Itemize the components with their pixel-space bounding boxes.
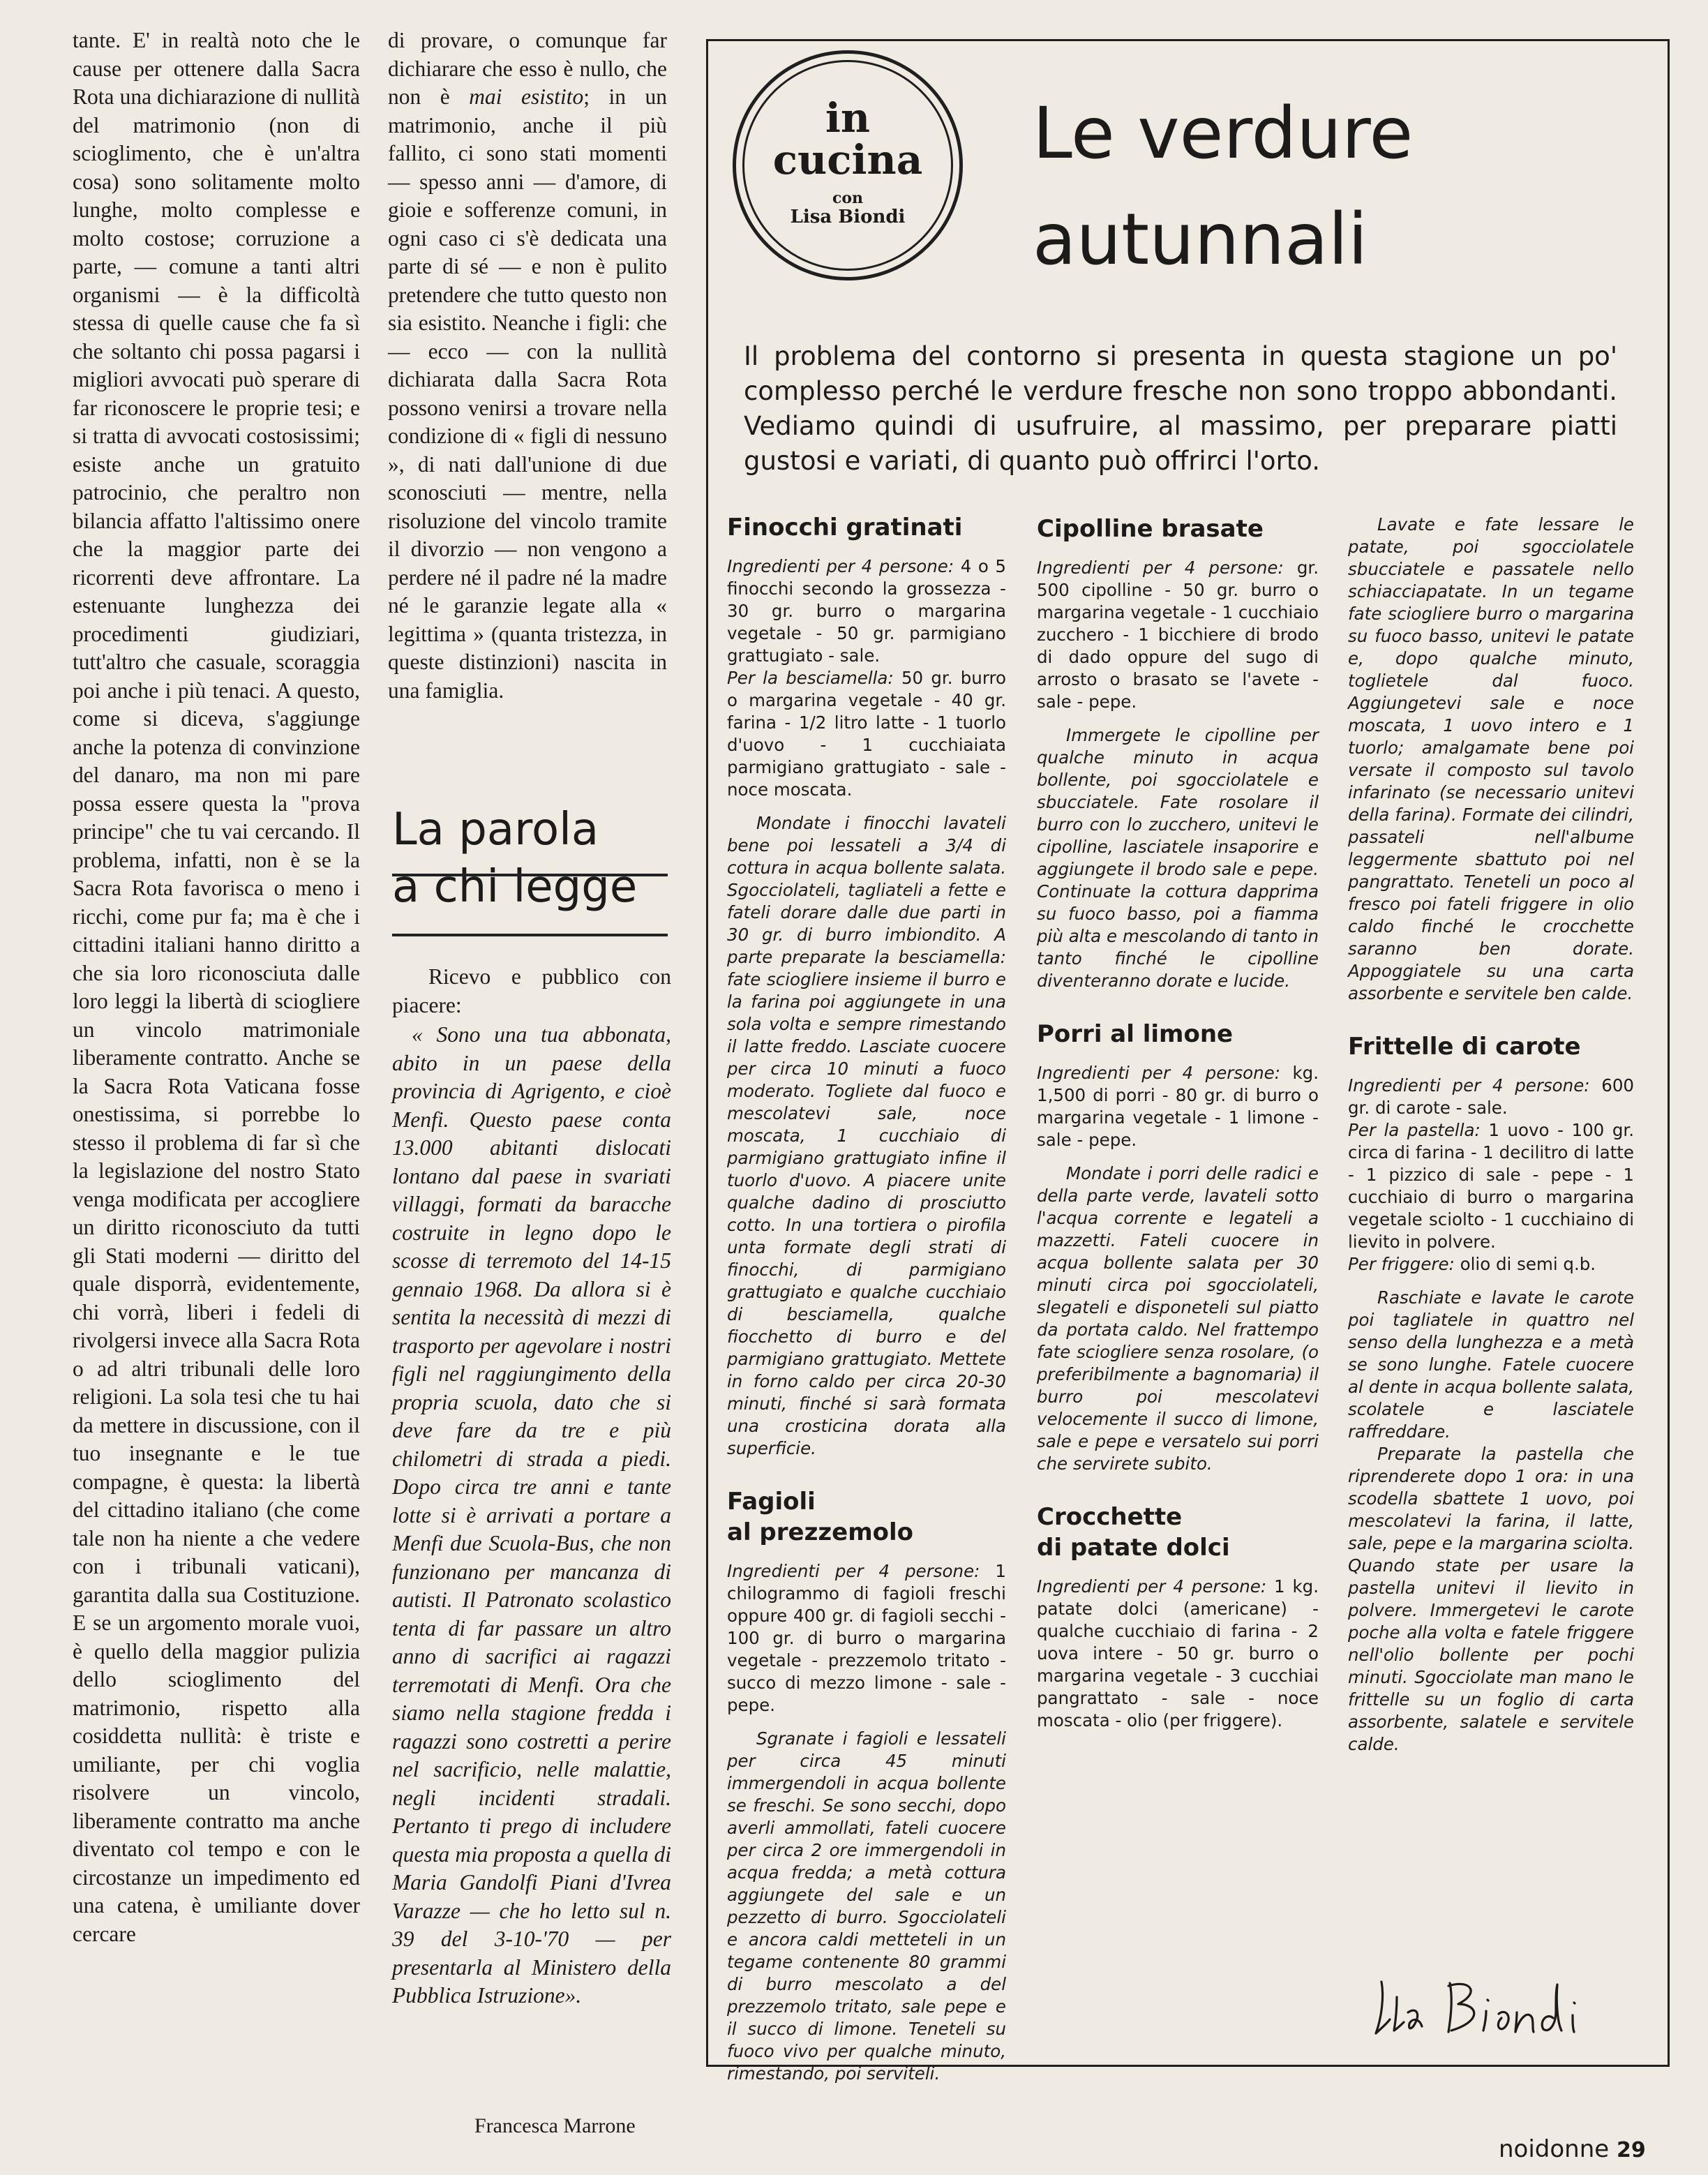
recipes-title: Le verdure autunnali bbox=[1033, 92, 1414, 281]
recipe-column-2 bbox=[1037, 514, 1319, 1732]
recipe-procedure: Immergete le cipolline per qualche minuto in acqua bollente, poi sgocciolatele e sbucciatele. Fate rosolare il burro con lo zucchero, unitevi le cipolline, lasciatele insaporire e aggiungete il brodo sale e pepe. Continuate la cottura dapprima su fuoco basso, poi a fiamma più alta e mescolando di tanto in tanto finché le cipolline diventeranno dorate e lucide. bbox=[1037, 725, 1319, 991]
recipe-ingredients: Ingredienti per 4 persone: 600 gr. di carote - sale. bbox=[1348, 1075, 1634, 1118]
letters-title-rule-bottom bbox=[392, 934, 668, 936]
recipe-title-finocchi: Finocchi gratinati bbox=[727, 514, 963, 541]
article-text: tante. E' in realtà noto che le cause per ottenere dalla Sacra Rota una dichiarazione di nullità del matrimonio (non di scioglimento, che è un'altra cosa) sono solitamente molto lunghe, molto complesse e molto costose; corruzione a parte, — comune a tanti altri organismi — è la difficoltà stessa di quelle cause che fa sì che soltanto chi possa pagarsi i migliori avvocati può sperare di far riconoscere le proprie tesi; e si tratta di avvocati costosissimi; esiste anche un gratuito patrocinio, che peraltro non bilancia affatto l'altissimo onere che la maggior parte dei ricorrenti deve affrontare. La estenuante lunghezza dei procedimenti giudiziari, tutt'altro che casuale, scoraggia poi anche i più tenaci. A questo, come si diceva, s'aggiunge anche la potenza di convinzione del danaro, ma non mi pare possa essere questa la "prova principe" che tu vai cercando. Il problema, infatti, non è se la Sacra Rota favorisca o meno i ricchi, come pur fa; ma è che i cittadini italiani hanno diritto a che sia loro riconosciuta dalle loro leggi la libertà di sciogliere un vincolo matrimoniale liberamente contratto. Anche se la Sacra Rota Vaticana fosse onestissima, si porrebbe lo stesso il problema di far sì che la legislazione del nostro Stato venga modificata per accogliere un diritto riconosciuto da tutti gli Stati moderni — diritto del quale disporrà, evidentemente, chi vorrà, liberi i fedeli di rivolgersi invece alla Sacra Rota o ad altri tribunali delle loro religioni. La sola tesi che tu hai da mettere in discussione, con il tuo insegnante e le tue compagne, è questa: la libertà del cittadino italiano (che come tale non ha niente a che vedere con i tribunali vaticani), garantita dalla sua Costituzione. E se un argomento morale vuoi, è quello della maggior pulizia dello scioglimento del matrimonio, rispetto alla cosiddetta nullità: è triste e umiliante, per chi voglia risolvere un vincolo, liberamente contratto ma anche diventato col tempo e con le circostanze un impedimento ed una catena, è umiliante dover cercare bbox=[73, 28, 360, 1946]
recipe-ingredients: Ingredienti per 4 persone: kg. 1,500 di porri - 80 gr. di burro o margarina vegetale - 1 limone - sale - pepe. bbox=[1037, 1063, 1319, 1150]
recipe-title-frittelle: Frittelle di carote bbox=[1348, 1033, 1581, 1061]
author-signature-image bbox=[1366, 1969, 1624, 2046]
article-column-2 bbox=[388, 27, 667, 705]
recipe-procedure: Mondate i finocchi lavateli bene poi lessateli a 3/4 di cottura in acqua bollente salata. Sgocciolateli, tagliateli a fette e fateli dorare dalle due parti in 30 gr. di burro imbiondito. A parte preparate la besciamella: fate sciogliere insieme il burro e la farina poi aggiungete in una sola volta e sempre rimestando il latte freddo. Lasciate cuocere per circa 10 minuti a fuoco moderato. Togliete dal fuoco e mescolatevi sale, noce moscata, 1 cucchiaio di parmigiano grattugiato infine il tuorlo d'uovo. A piacere unite qualche dadino di prosciutto cotto. In una tortiera o pirofila unta formate degli strati di finocchi, di parmigiano grattugiato e qualche cucchiaio di besciamella, qualche fiocchetto di burro e del parmigiano grattugiato. Mettete in forno caldo per circa 20-30 minuti, finché si sarà formata una crosticina dorata alla superficie. bbox=[727, 813, 1006, 1458]
letter-intro: Ricevo e pubblico con piacere: bbox=[392, 964, 671, 1017]
letter-signature: Francesca Marrone bbox=[474, 2114, 636, 2137]
magazine-name: noidonne bbox=[1499, 2135, 1610, 2163]
letters-section-title: La parola a chi legge bbox=[392, 804, 638, 913]
recipe-ingredients: Ingredienti per 4 persone: gr. 500 cipolline - 50 gr. burro o margarina vegetale - 1 cucchiaio zucchero - 1 bicchiere di brodo di dado oppure del sugo di arrosto o brasato se l'avete - sale - pepe. bbox=[1037, 558, 1319, 712]
recipe-ingredients: Ingredienti per 4 persone: 1 chilogrammo di fagioli freschi oppure 400 gr. di fagioli secchi - 100 gr. di burro o margarina vegetale - prezzemolo tritato - succo di mezzo limone - sale - pepe. bbox=[727, 1561, 1006, 1715]
recipe-procedure: Mondate i porri delle radici e della parte verde, lavateli sotto l'acqua corrente e legateli a mazzetti. Fateli cuocere in acqua bollente salata per 30 minuti circa poi sgocciolateli, slegateli e disponeteli sul piatto da portata caldo. Nel frattempo fate sciogliere senza rosolare, (o preferibilmente a bagnomaria) il burro poi mescolatevi velocemente il succo di limone, sale e pepe e versatelo sui porri che servirete subito. bbox=[1037, 1163, 1319, 1474]
recipe-procedure: Preparate la pastella che riprenderete dopo 1 ora: in una scodella sbattete 1 uovo, poi mescolatevi la farina, il latte, sale, pepe e la margarina sciolta. Quando state per usare la pastella unitevi il lievito in polvere. Immergetevi le carote poche alla volta e fatele friggere nell'olio bollente per pochi minuti. Sgocciolate man mano le frittelle su un foglio di carta assorbente, salatele e servitele calde. bbox=[1348, 1444, 1634, 1754]
recipe-ingredients: Ingredienti per 4 persone: 4 o 5 finocchi secondo la grossezza - 30 gr. burro o margarina vegetale - 50 gr. parmigiano grattugiato - sale. bbox=[727, 556, 1006, 666]
recipe-ingredients: Ingredienti per 4 persone: 1 kg. patate dolci (americane) - qualche cucchiaio di farina - 2 uova intere - 50 gr. burro o margarina vegetale - 3 cucchiai pangrattato - sale - noce moscata - olio (per friggere). bbox=[1037, 1576, 1319, 1731]
letter-quote: « Sono una tua abbonata, abito in un paese della provincia di Agrigento, e cioè Menfi. Questo paese conta 13.000 abitanti dislocati lontano dal paese in svariati villaggi, formati da baracche costruite in legno dopo le scosse di terremoto del 14-15 gennaio 1968. Da allora si è sentita la necessità di mezzi di trasporto per agevolare i nostri figli nel raggiungimento della propria scuola, dato che si deve fare da tre e più chilometri di strada a piedi. Dopo circa tre anni e tante lotte si è arrivati a portare a Menfi due Scuola-Bus, che non funzionano per mancanza di autisti. Il Patronato scolastico tenta di far passare un altro anno di sacrifici ai ragazzi terremotati di Menfi. Ora che siamo nella stagione fredda i ragazzi sono costretti a perire nel sacrificio, nelle malattie, negli incidenti stradali. Pertanto ti prego di includere questa mia proposta a quella di Maria Gandolfi Piani d'Ivrea Varazze — che ho letto sul n. 39 del 3-10-'70 — per presentarla al Ministero della Pubblica Istruzione». bbox=[392, 1022, 671, 2008]
page-number: 29 bbox=[1617, 2138, 1646, 2162]
recipe-title-cipolline: Cipolline brasate bbox=[1037, 515, 1264, 543]
recipe-procedure: Sgranate i fagioli e lessateli per circa 45 minuti immergendoli in acqua bollente se freschi. Se sono secchi, dopo averli ammollati, fateli cuocere per circa 2 ore immergendoli in acqua fredda; a metà cottura aggiungete del sale e un pezzetto di burro. Sgocciolateli e ancora caldi metteteli in un tegame contenente 80 grammi di burro mescolato a del prezzemolo tritato, sale pepe e il succo di limone. Teneteli su fuoco vivo per qualche minuto, rimestando, poi serviteli. bbox=[727, 1728, 1006, 2084]
recipe-title-porri: Porri al limone bbox=[1037, 1020, 1234, 1048]
recipe-ingredients: Per la besciamella: 50 gr. burro o margarina vegetale - 40 gr. farina - 1/2 litro latte - 1 tuorlo d'uovo - 1 cucchiaiata parmigiano grattugiato - sale - noce moscata. bbox=[727, 668, 1006, 800]
letter-body bbox=[392, 963, 671, 2010]
article-text-continued: di provare, o comunque far dichiarare che esso è nullo, che non è mai esistito; in un matrimonio, anche il più fallito, ci sono stati momenti — spesso anni — d'amore, di gioie e sofferenze comuni, in ogni caso ci s'è dedicata una parte di sé — e non è pulito pretendere che tutto questo non sia esistito. Neanche i figli: che — ecco — con la nullità dichiarata dalla Sacra Rota possono venirsi a trovare nella condizione di « figli di nessuno », di nati dall'unione di due sconosciuti — mentre, nella risoluzione del vincolo tramite il divorzio — non vengono a perdere né il padre né la madre né le garanzie legate alla « legittima » (quanta tristezza, in queste distinzioni) nascita in una famiglia. bbox=[388, 28, 667, 703]
page-footer bbox=[1499, 2135, 1646, 2163]
recipe-title-crocchette: Crocchette di patate dolci bbox=[1037, 1503, 1230, 1562]
recipe-procedure: Raschiate e lavate le carote poi tagliatele in quattro nel senso della lunghezza e a metà se sono lunghe. Fatele cuocere al dente in acqua bollente salata, scolatele e lasciatele raffreddare. bbox=[1348, 1287, 1634, 1442]
recipes-intro: Il problema del contorno si presenta in questa stagione un po' complesso perché le verdure fresche non sono troppo abbondanti. Vediamo quindi di usufruire, al massimo, per preparare piatti gustosi e variati, di quanto può offrirci l'orto. bbox=[744, 341, 1617, 476]
recipe-column-1 bbox=[727, 512, 1006, 2085]
recipe-title-fagioli: Fagioli al prezzemolo bbox=[727, 1488, 914, 1546]
article-column-1 bbox=[73, 27, 360, 1948]
recipe-procedure: Lavate e fate lessare le patate, poi sgocciolatele sbucciatele e passatele nello schiacciapatate. In un tegame fate sciogliere burro o margarina su fuoco basso, unitevi le patate e, dopo qualche minuto, toglietele dal fuoco. Aggiungetevi sale e noce moscata, 1 uovo intero e 1 tuorlo; amalgamate bene poi versate il composto sul tavolo infarinato (se necessario unitevi della farina). Formate dei cilindri, passateli nell'albume leggermente sbattuto poi nel pangrattato. Teneteli un poco al fresco poi fateli friggere in olio caldo finché le crocchette saranno ben dorate. Appoggiatele su una carta assorbente e servitele ben calde. bbox=[1348, 514, 1634, 1003]
recipe-column-3 bbox=[1348, 514, 1634, 1756]
recipe-ingredients: Per la pastella: 1 uovo - 100 gr. circa di farina - 1 decilitro di latte - 1 pizzico di sale - pepe - 1 cucchiaio di burro o margarina vegetale sciolto - 1 cucchiaino di lievito in polvere. bbox=[1348, 1120, 1634, 1252]
letters-title-rule bbox=[392, 874, 668, 876]
in-cucina-logo: in cucina con Lisa Biondi bbox=[733, 50, 963, 281]
recipe-ingredients: Per friggere: olio di semi q.b. bbox=[1348, 1254, 1596, 1274]
